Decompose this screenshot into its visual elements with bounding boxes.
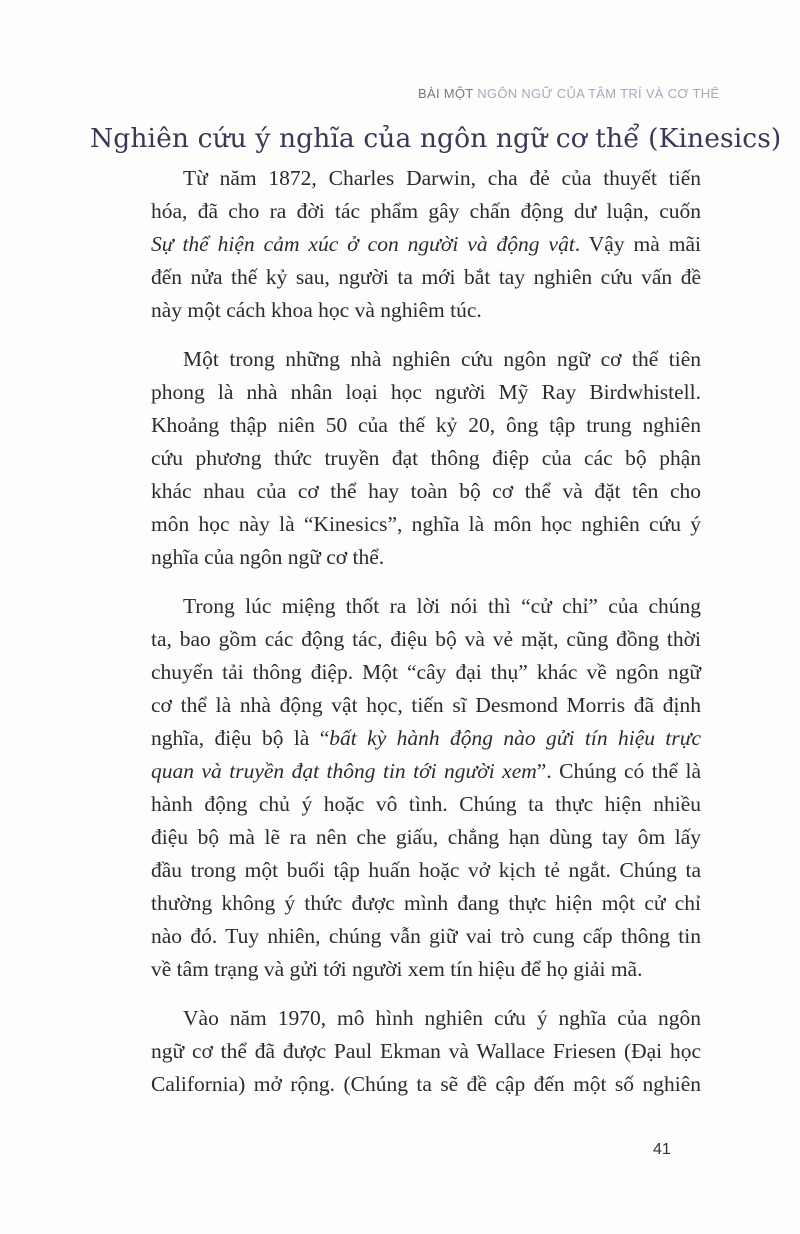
text-segment: khác nhau của cơ thể hay toàn bộ cơ thể và đặt tên cho [151,479,701,503]
text-segment: Một trong những nhà nghiên cứu ngôn ngữ cơ thể tiên [183,347,701,371]
text-segment: môn học này là “Kinesics”, nghĩa là môn học nghiên cứu ý [151,512,701,536]
text-line [151,590,701,623]
text-segment: California) mở rộng. (Chúng ta sẽ đề cập đến một số nghiên [151,1072,701,1096]
text-line [151,228,701,261]
running-head-title: NGÔN NGỮ CỦA TÂM TRÍ VÀ CƠ THỂ [477,86,720,101]
text-segment: hành động chủ ý hoặc vô tình. Chúng ta thực hiện nhiều [151,792,701,816]
text-line [151,162,701,195]
text-line [151,475,701,508]
italic-text: bất kỳ hành động nào gửi tín hiệu trực [329,726,701,750]
text-line [151,541,701,574]
text-line [151,920,701,953]
text-segment: . Vậy mà mãi [574,232,701,256]
text-line [151,755,701,788]
text-segment: nghĩa, điệu bộ là “ [151,726,330,750]
text-segment: cơ thể là nhà động vật học, tiến sĩ Desmond Morris đã định [151,693,701,717]
text-segment: thường không ý thức được mình đang thực hiện một cử chỉ [151,891,701,915]
body-text [151,162,701,1117]
text-segment: đến nửa thế kỷ sau, người ta mới bắt tay nghiên cứu vấn đề [151,265,701,289]
text-segment: chuyển tải thông điệp. Một “cây đại thụ” khác về ngôn ngữ [151,660,701,684]
paragraph [151,343,701,574]
text-segment: này một cách khoa học và nghiêm túc. [151,298,482,322]
text-line [151,376,701,409]
section-heading: Nghiên cứu ý nghĩa của ngôn ngữ cơ thể (Kinesics) [90,123,782,154]
text-segment: Từ năm 1872, Charles Darwin, cha đẻ của thuyết tiến [183,166,701,190]
text-line [151,623,701,656]
text-line [151,508,701,541]
running-head [418,86,719,101]
text-segment: ngữ cơ thể đã được Paul Ekman và Wallace Friesen (Đại học [151,1039,701,1063]
text-line [151,788,701,821]
text-segment: đầu trong một buổi tập huấn hoặc vở kịch tẻ ngắt. Chúng ta [151,858,701,882]
text-line [151,1068,701,1101]
text-segment: cứu phương thức truyền đạt thông điệp của các bộ phận [151,446,701,470]
text-segment: phong là nhà nhân loại học người Mỹ Ray Birdwhistell. [151,380,701,404]
paragraph [151,162,701,327]
text-segment: về tâm trạng và gửi tới người xem tín hiệu để họ giải mã. [151,957,643,981]
text-segment: ”. Chúng có thể là [536,759,701,783]
text-line [151,1002,701,1035]
text-line [151,261,701,294]
text-segment: ta, bao gồm các động tác, điệu bộ và vẻ mặt, cũng đồng thời [151,627,701,651]
italic-text: Sự thể hiện cảm xúc ở con người và động vật [151,232,575,256]
italic-text: quan và truyền đạt thông tin tới người xem [151,759,537,783]
paragraph [151,590,701,986]
text-line [151,689,701,722]
text-line [151,722,701,755]
page-number: 41 [653,1141,671,1158]
running-head-lesson: BÀI MỘT [418,86,474,101]
text-segment: Khoảng thập niên 50 của thế kỷ 20, ông tập trung nghiên [151,413,701,437]
text-line [151,887,701,920]
text-segment: Trong lúc miệng thốt ra lời nói thì “cử chỉ” của chúng [183,594,701,618]
text-line [151,409,701,442]
text-line [151,656,701,689]
text-segment: Vào năm 1970, mô hình nghiên cứu ý nghĩa của ngôn [183,1006,701,1030]
text-line [151,1035,701,1068]
text-line [151,854,701,887]
paragraph [151,1002,701,1101]
text-segment: nào đó. Tuy nhiên, chúng vẫn giữ vai trò cung cấp thông tin [151,924,701,948]
text-line [151,294,701,327]
text-line [151,953,701,986]
text-segment: nghĩa của ngôn ngữ cơ thể. [151,545,385,569]
text-line [151,343,701,376]
text-line [151,442,701,475]
text-segment: hóa, đã cho ra đời tác phẩm gây chấn động dư luận, cuốn [151,199,701,223]
text-segment: điệu bộ mà lẽ ra nên che giấu, chẳng hạn dùng tay ôm lấy [151,825,701,849]
text-line [151,195,701,228]
text-line [151,821,701,854]
